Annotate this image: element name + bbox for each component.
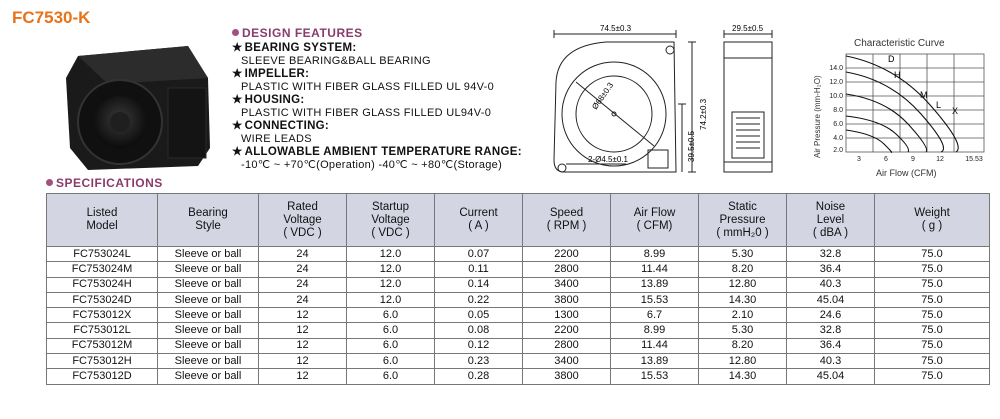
table-cell: 8.20 — [699, 262, 787, 277]
y-tick-label: 2.0 — [833, 147, 843, 154]
table-row — [47, 308, 990, 323]
curve-label-x: X — [952, 106, 959, 116]
table-cell: 24 — [259, 277, 347, 292]
feature-title: BEARING SYSTEM: — [244, 42, 357, 54]
table-cell: 1300 — [523, 308, 611, 323]
table-cell: 45.04 — [787, 369, 875, 384]
table-cell: 15.53 — [611, 369, 699, 384]
table-cell: 6.7 — [611, 308, 699, 323]
table-cell: Sleeve or ball — [158, 308, 259, 323]
table-cell: 12.80 — [699, 354, 787, 369]
table-cell: 6.0 — [347, 323, 435, 338]
table-row — [47, 354, 990, 369]
table-cell: 8.99 — [611, 323, 699, 338]
table-cell: 24 — [259, 292, 347, 307]
feature-title: ALLOWABLE AMBIENT TEMPERATURE RANGE: — [244, 146, 522, 158]
table-cell: 0.22 — [435, 292, 523, 307]
curve-ylabel: Air Pressure (mm-H₂O) — [813, 75, 822, 158]
bullet-dot-icon — [46, 179, 53, 186]
table-cell: 75.0 — [875, 308, 990, 323]
x-tick-label: 15.53 — [965, 156, 983, 163]
feature-desc: PLASTIC WITH FIBER GLASS FILLED UL94V-0 — [241, 107, 492, 119]
feature-title: HOUSING: — [244, 94, 305, 106]
depth-dim-label: 29.5±0.5 — [732, 24, 764, 33]
feature-item — [232, 120, 532, 146]
x-tick-label: 3 — [857, 156, 861, 163]
table-cell: 13.89 — [611, 277, 699, 292]
col-header: Weight ( g ) — [875, 194, 990, 247]
curve-label-h: H — [894, 70, 901, 80]
table-cell: Sleeve or ball — [158, 369, 259, 384]
feature-item — [232, 68, 532, 94]
table-cell: 40.3 — [787, 354, 875, 369]
table-cell: 8.20 — [699, 338, 787, 353]
star-icon: ★ — [232, 42, 243, 54]
table-cell: 24 — [259, 247, 347, 262]
table-cell: 75.0 — [875, 247, 990, 262]
table-row — [47, 292, 990, 307]
star-icon: ★ — [232, 120, 243, 132]
table-row — [47, 277, 990, 292]
table-cell: 11.44 — [611, 262, 699, 277]
table-cell: Sleeve or ball — [158, 323, 259, 338]
bullet-dot-icon — [232, 29, 239, 36]
table-cell: 12.0 — [347, 262, 435, 277]
table-cell: 75.0 — [875, 323, 990, 338]
model-title: FC7530-K — [12, 8, 91, 27]
feature-item — [232, 146, 532, 172]
table-cell: 75.0 — [875, 369, 990, 384]
specifications-heading: SPECIFICATIONS — [46, 176, 163, 190]
col-header: Air Flow ( CFM) — [611, 194, 699, 247]
table-cell: 3400 — [523, 277, 611, 292]
table-cell: 0.11 — [435, 262, 523, 277]
x-tick-label: 12 — [936, 156, 944, 163]
table-cell: 75.0 — [875, 338, 990, 353]
y-tick-label: 8.0 — [833, 107, 843, 114]
table-cell: FC753024H — [47, 277, 158, 292]
table-cell: Sleeve or ball — [158, 338, 259, 353]
feature-title: CONNECTING: — [244, 120, 330, 132]
table-cell: 24.6 — [787, 308, 875, 323]
star-icon: ★ — [232, 68, 243, 80]
table-cell: 75.0 — [875, 354, 990, 369]
col-header: Bearing Style — [158, 194, 259, 247]
col-header: Listed Model — [47, 194, 158, 247]
table-cell: 14.30 — [699, 369, 787, 384]
table-cell: 6.0 — [347, 338, 435, 353]
side-view-drawing — [718, 22, 786, 187]
col-header: Rated Voltage ( VDC ) — [259, 194, 347, 247]
curve-label-m: M — [920, 90, 928, 100]
table-cell: 6.0 — [347, 308, 435, 323]
hole-dim-label: 2-Ø4.5±0.1 — [588, 155, 628, 164]
table-cell: 45.04 — [787, 292, 875, 307]
table-cell: 0.28 — [435, 369, 523, 384]
table-cell: 2800 — [523, 262, 611, 277]
feature-desc: PLASTIC WITH FIBER GLASS FILLED UL 94V-0 — [241, 81, 495, 93]
table-cell: Sleeve or ball — [158, 354, 259, 369]
table-cell: FC753012M — [47, 338, 158, 353]
table-cell: 12 — [259, 338, 347, 353]
y-tick-label: 10.0 — [829, 93, 843, 100]
feature-title: IMPELLER: — [244, 68, 310, 80]
table-cell: 75.0 — [875, 277, 990, 292]
table-cell: FC753012H — [47, 354, 158, 369]
table-cell: 5.30 — [699, 247, 787, 262]
table-cell: 2200 — [523, 247, 611, 262]
col-header: Startup Voltage ( VDC ) — [347, 194, 435, 247]
table-cell: 2800 — [523, 338, 611, 353]
col-header: Current ( A ) — [435, 194, 523, 247]
y-tick-label: 6.0 — [833, 121, 843, 128]
table-cell: 32.8 — [787, 247, 875, 262]
star-icon: ★ — [232, 146, 243, 158]
col-header: Speed ( RPM ) — [523, 194, 611, 247]
table-cell: 2.10 — [699, 308, 787, 323]
outlet-dim-label: 39.5±0.5 — [687, 130, 696, 162]
table-cell: 0.05 — [435, 308, 523, 323]
star-icon: ★ — [232, 94, 243, 106]
table-cell: Sleeve or ball — [158, 292, 259, 307]
table-cell: 12 — [259, 354, 347, 369]
design-features — [232, 26, 532, 172]
table-cell: 0.07 — [435, 247, 523, 262]
table-cell: 75.0 — [875, 262, 990, 277]
curve-label-d: D — [888, 54, 895, 64]
table-cell: 12 — [259, 323, 347, 338]
table-cell: 3800 — [523, 369, 611, 384]
height-dim-label: 74.2±0.3 — [699, 98, 708, 130]
y-tick-label: 12.0 — [829, 79, 843, 86]
table-cell: Sleeve or ball — [158, 277, 259, 292]
col-header: Static Pressure ( mmH₂0 ) — [699, 194, 787, 247]
table-cell: 12.0 — [347, 292, 435, 307]
y-tick-label: 14.0 — [829, 65, 843, 72]
curve-label-l: L — [936, 100, 942, 110]
table-cell: 3400 — [523, 354, 611, 369]
table-cell: 75.0 — [875, 292, 990, 307]
table-row — [47, 262, 990, 277]
table-cell: Sleeve or ball — [158, 262, 259, 277]
feature-desc: -10℃ ~ +70℃(Operation) -40℃ ~ +80℃(Storage) — [241, 159, 503, 171]
table-cell: FC753012D — [47, 369, 158, 384]
specifications-table — [46, 193, 990, 385]
table-cell: 14.30 — [699, 292, 787, 307]
table-cell: 40.3 — [787, 277, 875, 292]
table-cell: FC753024D — [47, 292, 158, 307]
table-cell: 3800 — [523, 292, 611, 307]
table-cell: 2200 — [523, 323, 611, 338]
table-cell: 12.0 — [347, 277, 435, 292]
table-header-row — [47, 194, 990, 247]
table-cell: 12.0 — [347, 247, 435, 262]
table-cell: 5.30 — [699, 323, 787, 338]
table-cell: FC753024M — [47, 262, 158, 277]
table-cell: 36.4 — [787, 338, 875, 353]
table-cell: 0.23 — [435, 354, 523, 369]
curve-xlabel: Air Flow (CFM) — [876, 168, 937, 178]
table-row — [47, 323, 990, 338]
table-cell: FC753024L — [47, 247, 158, 262]
table-cell: 6.0 — [347, 354, 435, 369]
table-cell: FC753012L — [47, 323, 158, 338]
table-cell: 15.53 — [611, 292, 699, 307]
diameter-dim-label: Ø68±0.3 — [590, 80, 616, 112]
design-features-heading: DESIGN FEATURES — [232, 26, 532, 40]
x-tick-label: 6 — [884, 156, 888, 163]
front-view-drawing — [536, 22, 716, 187]
table-cell: Sleeve or ball — [158, 247, 259, 262]
width-dim-label: 74.5±0.3 — [600, 24, 632, 33]
table-cell: 13.89 — [611, 354, 699, 369]
blower-fan-photo — [48, 38, 218, 173]
feature-desc: WIRE LEADS — [241, 133, 312, 145]
table-cell: 12 — [259, 308, 347, 323]
table-cell: 32.8 — [787, 323, 875, 338]
feature-item — [232, 42, 532, 68]
table-cell: 0.14 — [435, 277, 523, 292]
table-cell: 12 — [259, 369, 347, 384]
table-row — [47, 338, 990, 353]
curve-title: Characteristic Curve — [854, 38, 945, 49]
table-cell: FC753012X — [47, 308, 158, 323]
table-cell: 11.44 — [611, 338, 699, 353]
x-tick-label: 9 — [911, 156, 915, 163]
table-cell: 0.12 — [435, 338, 523, 353]
characteristic-curve — [796, 36, 994, 186]
table-row — [47, 247, 990, 262]
y-tick-label: 4.0 — [833, 135, 843, 142]
col-header: Noise Level ( dBA ) — [787, 194, 875, 247]
table-cell: 36.4 — [787, 262, 875, 277]
table-cell: 0.08 — [435, 323, 523, 338]
table-cell: 12.80 — [699, 277, 787, 292]
table-row — [47, 369, 990, 384]
table-cell: 6.0 — [347, 369, 435, 384]
feature-item — [232, 94, 532, 120]
feature-desc: SLEEVE BEARING&BALL BEARING — [241, 55, 431, 67]
table-cell: 24 — [259, 262, 347, 277]
table-cell: 8.99 — [611, 247, 699, 262]
